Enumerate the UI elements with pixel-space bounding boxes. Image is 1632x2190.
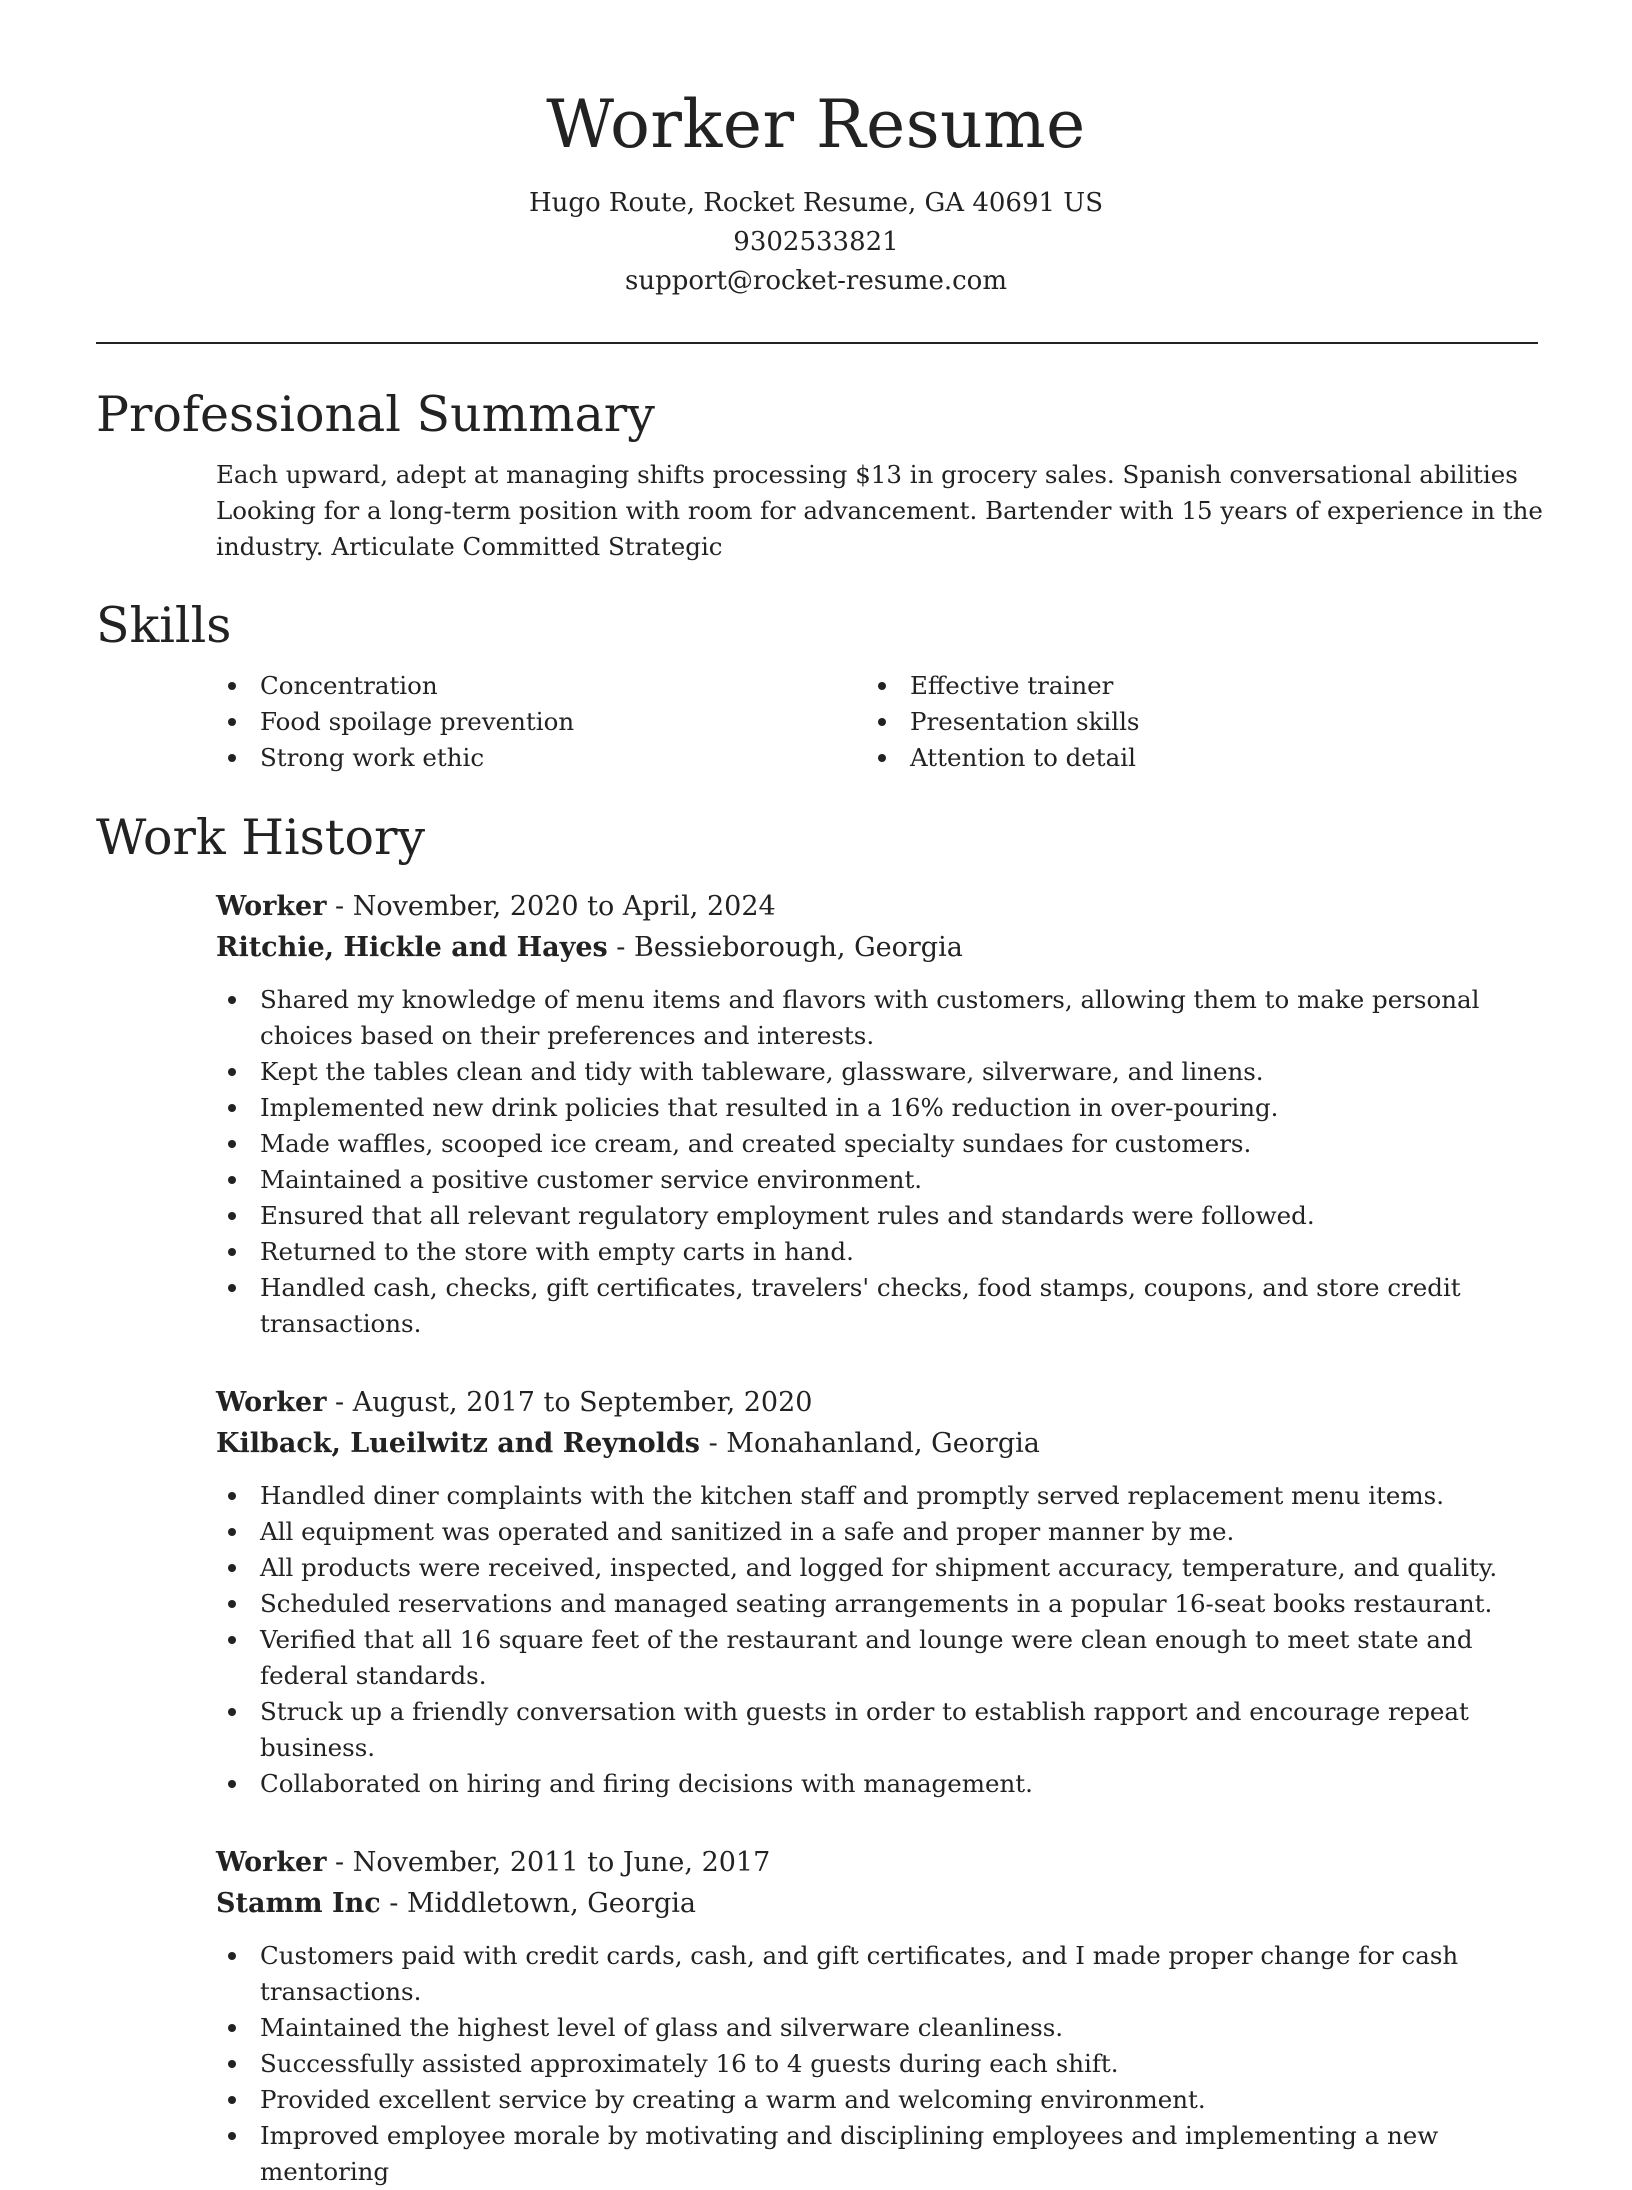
job-entry: [216, 1842, 1556, 2190]
job-role: Worker: [216, 891, 327, 922]
header-divider: [96, 342, 1538, 344]
duty-item: Maintained the highest level of glass and silverware cleanliness.: [216, 2010, 1556, 2046]
skills-heading: Skills: [96, 597, 232, 654]
skills-column-left: [216, 668, 866, 776]
duty-item: Handled cash, checks, gift certificates, travelers' checks, food stamps, coupons, and store credit transactions.: [216, 1270, 1556, 1342]
duty-item: Verified that all 16 square feet of the restaurant and lounge were clean enough to meet state and federal standards.: [216, 1622, 1556, 1694]
job-location: Bessieborough, Georgia: [634, 932, 963, 963]
job-location: Middletown, Georgia: [407, 1888, 696, 1919]
phone: 9302533821: [733, 227, 899, 257]
duty-item: Struck up a friendly conversation with guests in order to establish rapport and encourage repeat business.: [216, 1694, 1556, 1766]
duty-item: Customers paid with credit cards, cash, and gift certificates, and I made proper change for cash transactions.: [216, 1938, 1556, 2010]
skill-item: Effective trainer: [866, 668, 1516, 704]
separator: -: [380, 1888, 407, 1919]
summary-heading: Professional Summary: [96, 386, 655, 443]
separator: -: [326, 1847, 353, 1878]
job-role: Worker: [216, 1387, 327, 1418]
skills-section: [96, 596, 1556, 776]
resume-title: Worker Resume: [546, 86, 1086, 163]
job-company-line: [216, 1883, 1556, 1924]
job-title-line: [216, 886, 1556, 927]
job-dates: November, 2020 to April, 2024: [352, 891, 776, 922]
separator: -: [607, 932, 634, 963]
duty-item: Collaborated on hiring and firing decisions with management.: [216, 1766, 1556, 1802]
skill-item: Presentation skills: [866, 704, 1516, 740]
job-title-line: [216, 1842, 1556, 1883]
job-company: Stamm Inc: [216, 1888, 381, 1919]
work-history-heading: Work History: [96, 809, 426, 866]
duty-item: All equipment was operated and sanitized in a safe and proper manner by me.: [216, 1514, 1556, 1550]
duty-item: Kept the tables clean and tidy with tableware, glassware, silverware, and linens.: [216, 1054, 1556, 1090]
summary-text: Each upward, adept at managing shifts processing $13 in grocery sales. Spanish conversational abilities Looking for a long-term position with room for advancement. Bartender with 15 years of experience in the industry. Articulate Committed Strategic: [216, 460, 1543, 561]
duty-item: Provided excellent service by creating a warm and welcoming environment.: [216, 2082, 1556, 2118]
job-duties: [216, 982, 1556, 1342]
job-company-line: [216, 927, 1556, 968]
duty-item: All products were received, inspected, and logged for shipment accuracy, temperature, and quality.: [216, 1550, 1556, 1586]
job-role: Worker: [216, 1847, 327, 1878]
summary-section: [96, 385, 1556, 565]
duty-item: Ensured that all relevant regulatory employment rules and standards were followed.: [216, 1198, 1556, 1234]
job-entry: [216, 886, 1556, 1342]
job-title-line: [216, 1382, 1556, 1423]
skills-columns: [216, 668, 1556, 776]
separator: -: [700, 1428, 727, 1459]
duty-item: Implemented new drink policies that resulted in a 16% reduction in over-pouring.: [216, 1090, 1556, 1126]
job-duties: [216, 1938, 1556, 2190]
job-company-line: [216, 1423, 1556, 1464]
job-duties: [216, 1478, 1556, 1802]
resume-header: [0, 82, 1632, 301]
separator: -: [326, 1387, 353, 1418]
work-history-section: [96, 808, 1556, 2190]
job-company: Kilback, Lueilwitz and Reynolds: [216, 1428, 700, 1459]
skill-item: Food spoilage prevention: [216, 704, 866, 740]
skill-item: Attention to detail: [866, 740, 1516, 776]
skill-item: Concentration: [216, 668, 866, 704]
duty-item: Successfully assisted approximately 16 to 4 guests during each shift.: [216, 2046, 1556, 2082]
job-entry: [216, 1382, 1556, 1802]
duty-item: Maintained a positive customer service environment.: [216, 1162, 1556, 1198]
job-dates: August, 2017 to September, 2020: [352, 1387, 813, 1418]
duty-item: Returned to the store with empty carts in hand.: [216, 1234, 1556, 1270]
duty-item: Shared my knowledge of menu items and flavors with customers, allowing them to make personal choices based on their preferences and interests.: [216, 982, 1556, 1054]
job-company: Ritchie, Hickle and Hayes: [216, 932, 608, 963]
duty-item: Improved employee morale by motivating and disciplining employees and implementing a new mentoring: [216, 2118, 1556, 2190]
separator: -: [326, 891, 353, 922]
job-dates: November, 2011 to June, 2017: [352, 1847, 771, 1878]
duty-item: Made waffles, scooped ice cream, and created specialty sundaes for customers.: [216, 1126, 1556, 1162]
skills-column-right: [866, 668, 1516, 776]
contact-info: [0, 184, 1632, 301]
address: Hugo Route, Rocket Resume, GA 40691 US: [528, 188, 1104, 218]
email: support@rocket-resume.com: [624, 266, 1007, 296]
skill-item: Strong work ethic: [216, 740, 866, 776]
duty-item: Scheduled reservations and managed seating arrangements in a popular 16-seat books restaurant.: [216, 1586, 1556, 1622]
duty-item: Handled diner complaints with the kitchen staff and promptly served replacement menu items.: [216, 1478, 1556, 1514]
job-location: Monahanland, Georgia: [726, 1428, 1040, 1459]
